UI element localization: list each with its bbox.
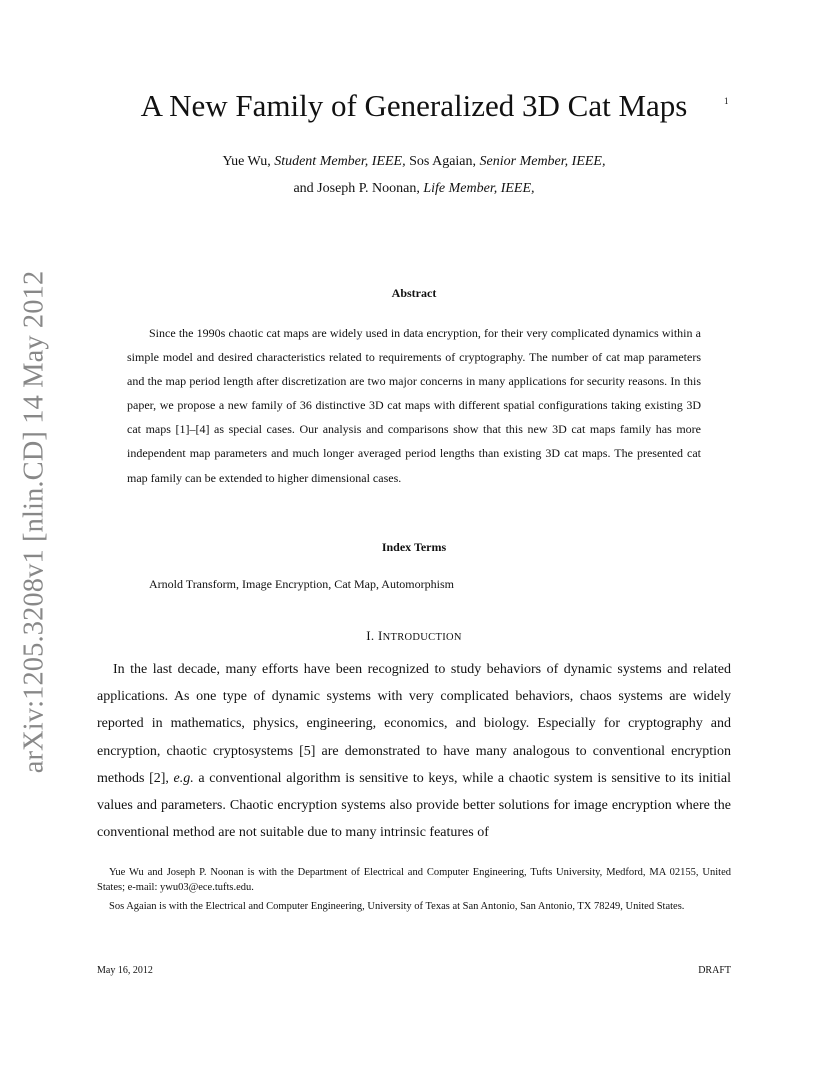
author-line-2 [0,175,828,202]
author-role: Senior Member, IEEE, [479,154,606,169]
body-text-part1: In the last decade, many efforts have been recognized to study behaviors of dynamic systems and related applications. As one type of dynamic systems with very complicated behaviors, chaos systems are widely reported in mathematics, physics, engineering, economics, and biology. Especially for cryptography and encryption, chaotic cryptosystems [5] are demonstrated to have many analogous to conventional encryption methods [2], [97,662,731,786]
abstract-text: Since the 1990s chaotic cat maps are widely used in data encryption, for their very complicated dynamics within a simple model and desired characteristics related to requirements of cryptography. The number of cat map parameters and the map period length after discretization are two major concerns in many applications for security reasons. In this paper, we propose a new family of 36 distinctive 3D cat maps with different spatial configurations taking existing 3D cat maps [1]–[4] as special cases. Our analysis and comparisons show that this new 3D cat maps family has more independent map parameters and much longer averaged period lengths than existing 3D cat maps. The presented cat map family can be extended to higher dimensional cases. [127,326,701,485]
section-title-rest: NTRODUCTION [382,632,462,643]
author-role: Student Member, IEEE, [274,154,406,169]
footnote-2: Sos Agaian is with the Electrical and Computer Engineering, University of Texas at San Antonio, San Antonio, TX 78249, United States. [109,901,685,912]
author-line-1 [0,148,828,175]
author-name: Yue Wu, [222,154,271,169]
author-name: and Joseph P. Noonan, [293,181,420,196]
paper-title: A New Family of Generalized 3D Cat Maps [140,88,688,123]
index-terms-text: Arnold Transform, Image Encryption, Cat Map, Automorphism [149,577,454,591]
footer-draft-label: DRAFT [698,965,731,976]
arxiv-watermark [14,270,54,774]
index-terms-heading: Index Terms [381,540,447,554]
body-text-eg: e.g. [173,770,194,786]
footer-date: May 16, 2012 [97,965,153,976]
section-title [378,628,462,643]
section-title-initial: I [377,628,383,643]
section-number: I. [366,628,375,643]
footnote-1: Yue Wu and Joseph P. Noonan is with the Department of Electrical and Computer Engineering, Tufts University, Medford, MA 02155, United States; e-mail: ywu03@ece.tufts.edu. [97,867,731,893]
abstract-heading: Abstract [391,286,437,300]
page-number: 1 [724,96,729,106]
section-heading-introduction [0,628,828,644]
introduction-paragraph [97,656,731,846]
body-text-part2: a conventional algorithm is sensitive to keys, while a chaotic system is sensitive to its initial values and parameters. Chaotic encryption systems also provide better solutions for image encryption where the conventional method are not suitable due to many intrinsic features of [97,770,732,841]
author-block [0,148,828,202]
arxiv-watermark-text: arXiv:1205.3208v1 [nlin.CD] 14 May 2012 [18,270,50,774]
author-name: Sos Agaian, [409,154,477,169]
author-role: Life Member, IEEE, [423,181,535,196]
